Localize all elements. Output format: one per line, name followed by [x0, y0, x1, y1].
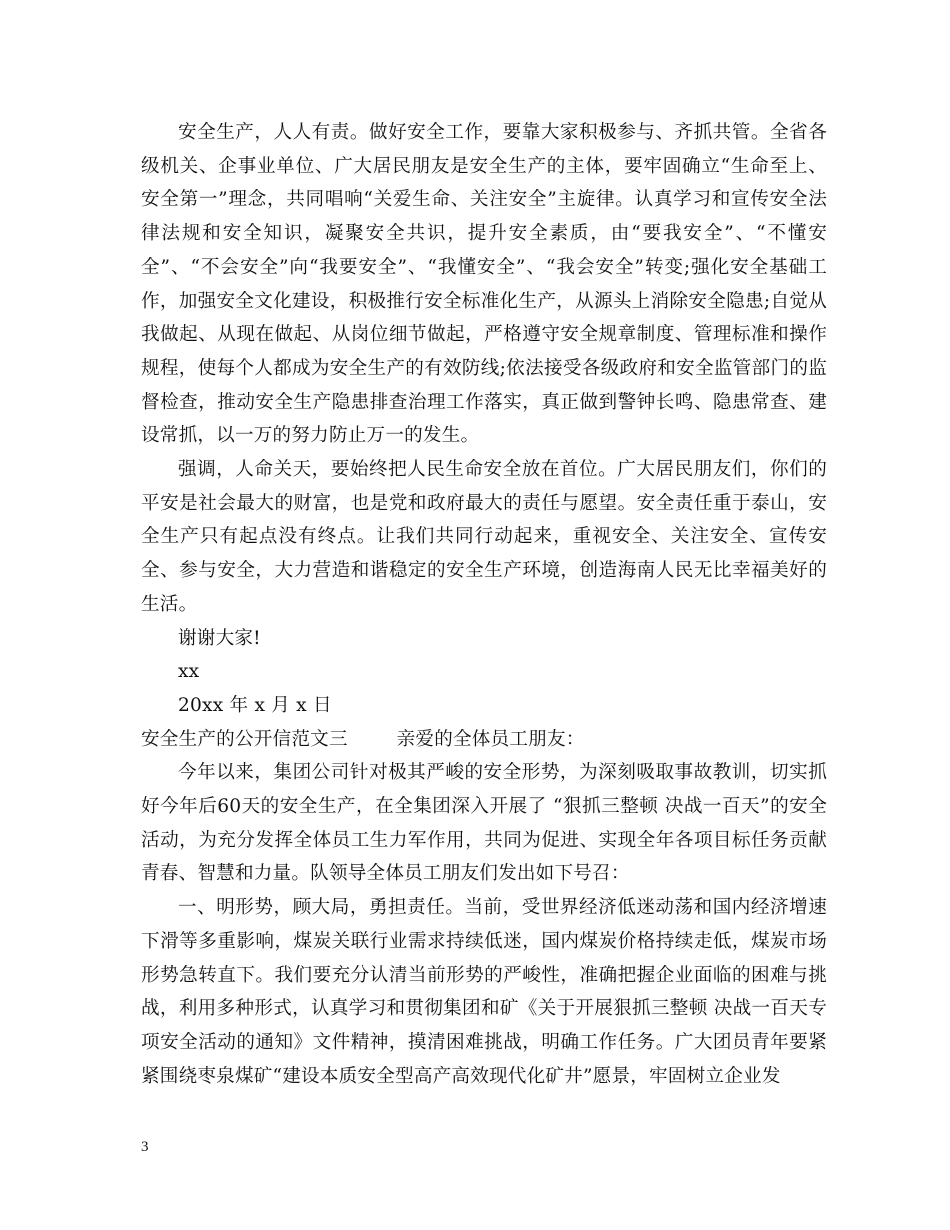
- paragraph-safety-responsibility: 安全生产，人人有责。做好安全工作，要靠大家积极参与、齐抓共管。全省各级机关、企事业单位、广大居民朋友是安全生产的主体，要牢固确立“生命至上、安全第一”理念，共同唱响“关爱生命、关注安全”主旋律。认真学习和宣传安全法律法规和安全知识，凝聚安全共识，提升安全素质，由“要我安全”、“不懂安全”、“不会安全”向“我要安全”、“我懂安全”、“我会安全”转变;强化安全基础工作，加强安全文化建设，积极推行安全标准化生产，从源头上消除安全隐患;自觉从我做起、从现在做起、从岗位细节做起，严格遵守安全规章制度、管理标准和操作规程，使每个人都成为安全生产的有效防线;依法接受各级政府和安全监管部门的监督检查，推动安全生产隐患排查治理工作落实，真正做到警钟长鸣、隐患常查、建设常抓，以一万的努力防止万一的发生。: [141, 122, 827, 447]
- document-body: [141, 116, 827, 1093]
- closing-thanks: 谢谢大家!: [178, 627, 261, 649]
- signature: xx: [178, 661, 200, 683]
- paragraph-point-one: 一、明形势，顾大局，勇担责任。当前，受世界经济低迷动荡和国内经济增速下滑等多重影响，煤炭关联行业需求持续低迷，国内煤炭价格持续走低，煤炭市场形势急转直下。我们要充分认清当前形势的严峻性，准确把握企业面临的困难与挑战，利用多种形式，认真学习和贯彻集团和矿《关于开展狠抓三整顿 决战一百天专项安全活动的通知》文件精神，摸清困难挑战，明确工作任务。广大团员青年要紧紧围绕枣泉煤矿“建设本质安全型高产高效现代化矿井”愿景，牢固树立企业发: [141, 897, 827, 1087]
- letter-date: 20xx 年 x 月 x 日: [178, 694, 332, 716]
- page-number: 3: [141, 1139, 149, 1155]
- paragraph-people-first: 强调，人命关天，要始终把人民生命安全放在首位。广大居民朋友们，你们的平安是社会最大的财富，也是党和政府最大的责任与愿望。安全责任重于泰山，安全生产只有起点没有终点。让我们共同行动起来，重视安全、关注安全、宣传安全、参与安全，大力营造和谐稳定的安全生产环境，创造海南人民无比幸福美好的生活。: [141, 459, 827, 615]
- paragraph-campaign-intro: 今年以来，集团公司针对极其严峻的安全形势，为深刻吸取事故教训，切实抓好今年后60天的安全生产，在全集团深入开展了 “狠抓三整顿 决战一百天”的安全活动，为充分发挥全体员工生力军作用，共同为促进、实现全年各项目标任务贡献青春、智慧和力量。队领导全体员工朋友们发出如下号召：: [141, 762, 827, 885]
- section-title-and-salutation: 安全生产的公开信范文三 亲爱的全体员工朋友：: [141, 728, 585, 750]
